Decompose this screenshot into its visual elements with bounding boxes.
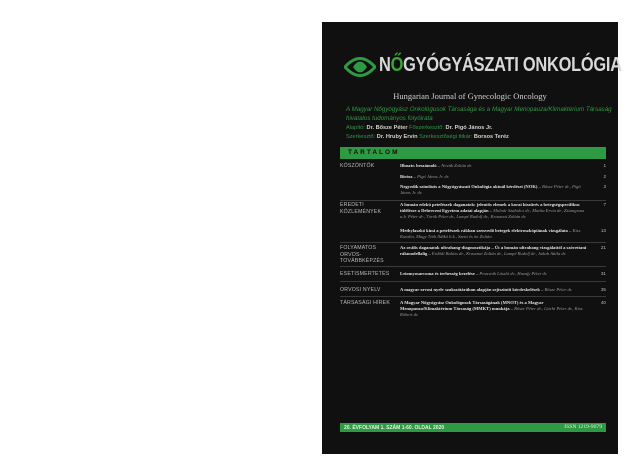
divider	[340, 200, 606, 201]
society-statement: A Magyar Nőgyógyász Onkológusok Társasága és a Magyar Menopauza/Klimaktérium Társaság hivatalos tudományos folyóirata	[346, 106, 612, 122]
toc-entry[interactable]: A humán edekú petefészek daganatok: jelentős elemek a korai kiszűrés a betegségspecifikus túlélésre a Debreceni Egyetem adatai alapján – Molnár Szabolcs dr., Marka Ervin dr., Zsiangrasz a.b. Péter dr., Török Péter dr., Lampé Rudolf dr., Krasznai Zoltán dr.	[400, 202, 585, 220]
issn: ISSN 1219-9079	[564, 424, 602, 430]
leaf-eye-logo-icon	[344, 52, 376, 82]
toc-page-number: 13	[600, 228, 606, 233]
toc-page-number: 40	[600, 300, 606, 305]
editors-line-2: Szerkesztő: Dr. Hruby Ervin Szerkesztőségi titkár: Borsos Teréz	[346, 134, 509, 140]
toc-heading-bar: TARTALOM	[340, 147, 606, 159]
toc-entry[interactable]: Az ovális daganatok ultrahang-diagnosztikája – Út a humán ultrahang vizsgálattól a szövettani rákmodellalig – Erdődi Balázs dr., Krasznai Zoltán dr., Lampé Rudolf dr., Jakab Attila dr.	[400, 245, 587, 257]
toc-page-number: 21	[600, 245, 606, 250]
toc-section-label: TÁRSASÁGI HÍREK	[340, 300, 390, 306]
toc-section-label: ESETISMERTETÉS	[340, 271, 390, 277]
toc-entry[interactable]: Leiomyosarcoma és terhesség kezelése – Pesavnik László dr., Hazafy Péter dr.	[400, 271, 548, 276]
journal-cover	[322, 22, 622, 454]
journal-title: NŐGYÓGYÁSZATI ONKOLÓGIA	[379, 54, 622, 76]
toc-entry[interactable]: A magyar orvosi nyelv szakszótárában alapján sejtszintű kórdeskelések – Bősze Péter dr.	[400, 287, 573, 292]
toc-page-number: 7	[603, 202, 606, 207]
toc-entry[interactable]: Illusztr. beszámoló – Novák Zoltán dr.	[400, 163, 472, 168]
journal-subtitle: Hungarian Journal of Gynecologic Oncology	[393, 91, 547, 101]
toc-page-number: 3	[603, 184, 606, 189]
toc-page-number: 2	[603, 174, 606, 179]
toc-page-number: 1	[603, 163, 606, 168]
toc-entry[interactable]: Bírósz – Pigó János Jr. dr.	[400, 174, 450, 179]
divider	[340, 281, 606, 282]
toc-page-number: 35	[600, 287, 606, 292]
toc-entry[interactable]: Negyedik szimlözis a Nőgyógyászati Onkológia aktuál kérdései (NOK) – Bősze Péter dr., Pigó János Jr. dr.	[400, 184, 581, 196]
toc-entry[interactable]: Methylaszkó kimi a petefészek rákban szenvedő betegek elektroszkópiának vizsgálata – Kiss Katalin, Magy Tóth Ildikó b.k., Szent és ön Zoltán	[400, 228, 581, 240]
toc-page-number: 31	[600, 271, 606, 276]
toc-section-label: ORVOSI NYELV	[340, 287, 381, 293]
editors-line-1: Alapító: Dr. Bősze Péter Főszerkesztő: Dr. Pigó János Jr.	[346, 125, 493, 131]
issue-info: 20. ÉVFOLYAM 1. SZÁM 1-60. OLDAL 2020	[344, 424, 445, 431]
divider	[340, 296, 606, 297]
toc-entry[interactable]: A Magyar Nőgyógyász Onkológusok Társaságának (MNOT) és a Magyar Menopauza/Klimaktérium Társaság (MMKT) munkája – Bősze Péter dr., Gáchi Péter dr., Kiss Róbert dr.	[400, 300, 583, 318]
issue-footer-bar	[340, 423, 606, 432]
divider	[340, 242, 606, 243]
toc-section-label: KÖSZÖNTŐK	[340, 163, 375, 169]
toc-section-label: FOLYAMATOS ORVOS-TOVÁBBKÉPZÉS	[340, 245, 384, 265]
divider	[340, 266, 606, 267]
toc-section-label: EREDETI KÖZLEMÉNYEK	[340, 202, 382, 215]
